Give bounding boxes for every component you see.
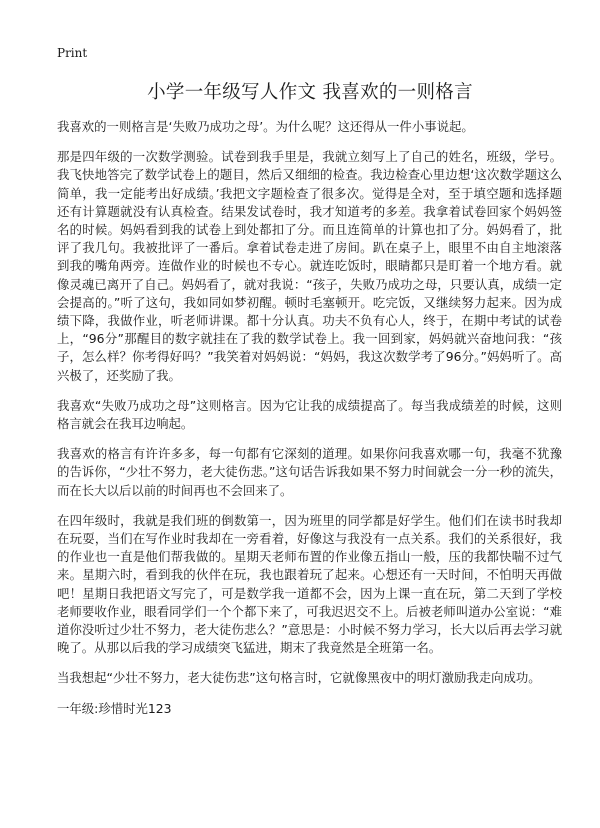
print-link[interactable]: Print bbox=[57, 46, 88, 60]
paragraph-reflection: 我喜欢“失败乃成功之母”这则格言。因为它让我的成绩提高了。每当我成绩差的时候，这则格言就会在我耳边响起。 bbox=[57, 397, 562, 432]
article-title: 小学一年级写人作文 我喜欢的一则格言 bbox=[147, 82, 473, 103]
article-body bbox=[57, 118, 562, 730]
paragraph-story: 那是四年级的一次数学测验。试卷到我手里是，我就立刻写上了自己的姓名，班级，学号。我飞快地答完了数学试卷上的题目，然后又细细的检查。我边检查心里边想‘这次数学题这么简单，我一定能考出好成绩。’我把文字题检查了很多次。觉得是全对，至于填空题和选择题还有计算题就没有认真检查。结果发试卷时，我才知道考的多差。我拿着试卷回家个妈妈签名的时候。妈妈看到我的试卷上到处都扣了分。而且连简单的计算也扣了分。妈妈看了，批评了我几句。我被批评了一番后。拿着试卷走进了房间。趴在桌子上，眼里不由自主地滚落到我的嘴角两旁。连做作业的时候也不专心。就连吃饭时，眼睛都只是盯着一个地方看。就像灵魂已离开了自己。妈妈看了，就对我说：“孩子，失败乃成功之母，只要认真，成绩一定会提高的。”听了这句，我如同如梦初醒。顿时毛塞顿开。吃完饭，又继续努力起来。因为成绩下降，我做作业，听老师讲课。都十分认真。功夫不负有心人，终于，在期中考试的试卷上，“96分”那醒目的数字就挂在了我的数学试卷上。我一回到家，妈妈就兴奋地问我：“孩子，怎么样？你考得好吗？”我笑着对妈妈说：“妈妈，我这次数学考了96分。”妈妈听了。高兴极了，还奖励了我。 bbox=[57, 149, 562, 383]
paragraph-conclusion: 当我想起“少壮不努力，老大徒伤悲”这句格言时，它就像黑夜中的明灯激励我走向成功。 bbox=[57, 670, 541, 686]
author-signature: 一年级:珍惜时光123 bbox=[57, 700, 172, 716]
paragraph-intro: 我喜欢的一则格言是‘失败乃成功之母’。为什么呢？这还得从一件小事说起。 bbox=[57, 119, 474, 134]
paragraph-second-motto: 我喜欢的格言有许许多多，每一句都有它深刻的道理。如果你问我喜欢哪一句，我毫不犹豫的告诉你，“少壮不努力，老大徒伤悲。”这句话告诉我如果不努力时间就会一分一秒的流失，而在长大以后以前的时间再也不会回来了。 bbox=[57, 446, 562, 498]
paragraph-second-story: 在四年级时，我就是我们班的倒数第一，因为班里的同学都是好学生。他们们在读书时我却在玩耍，当们在写作业时我却在一旁看着，好像这与我没有一点关系。我们的关系很好，我的作业也一直是他们帮我做的。星期天老师布置的作业像五指山一般，压的我都快喘不过气来。星期六时，看到我的伙伴在玩，我也跟着玩了起来。心想还有一天时间，不怕明天再做吧！星期日我把语文写完了，可是数学我一道都不会，因为上课一直在玩，第二天到了学校老师要收作业，眼看同学们一个个都下来了，可我迟迟交不上。后被老师叫道办公室说：“难道你没听过少壮不努力，老大徒伤悲么？”意思是：小时候不努力学习，长大以后再去学习就晚了。从那以后我的学习成绩突飞猛进，期末了我竟然是全班第一名。 bbox=[57, 512, 562, 656]
